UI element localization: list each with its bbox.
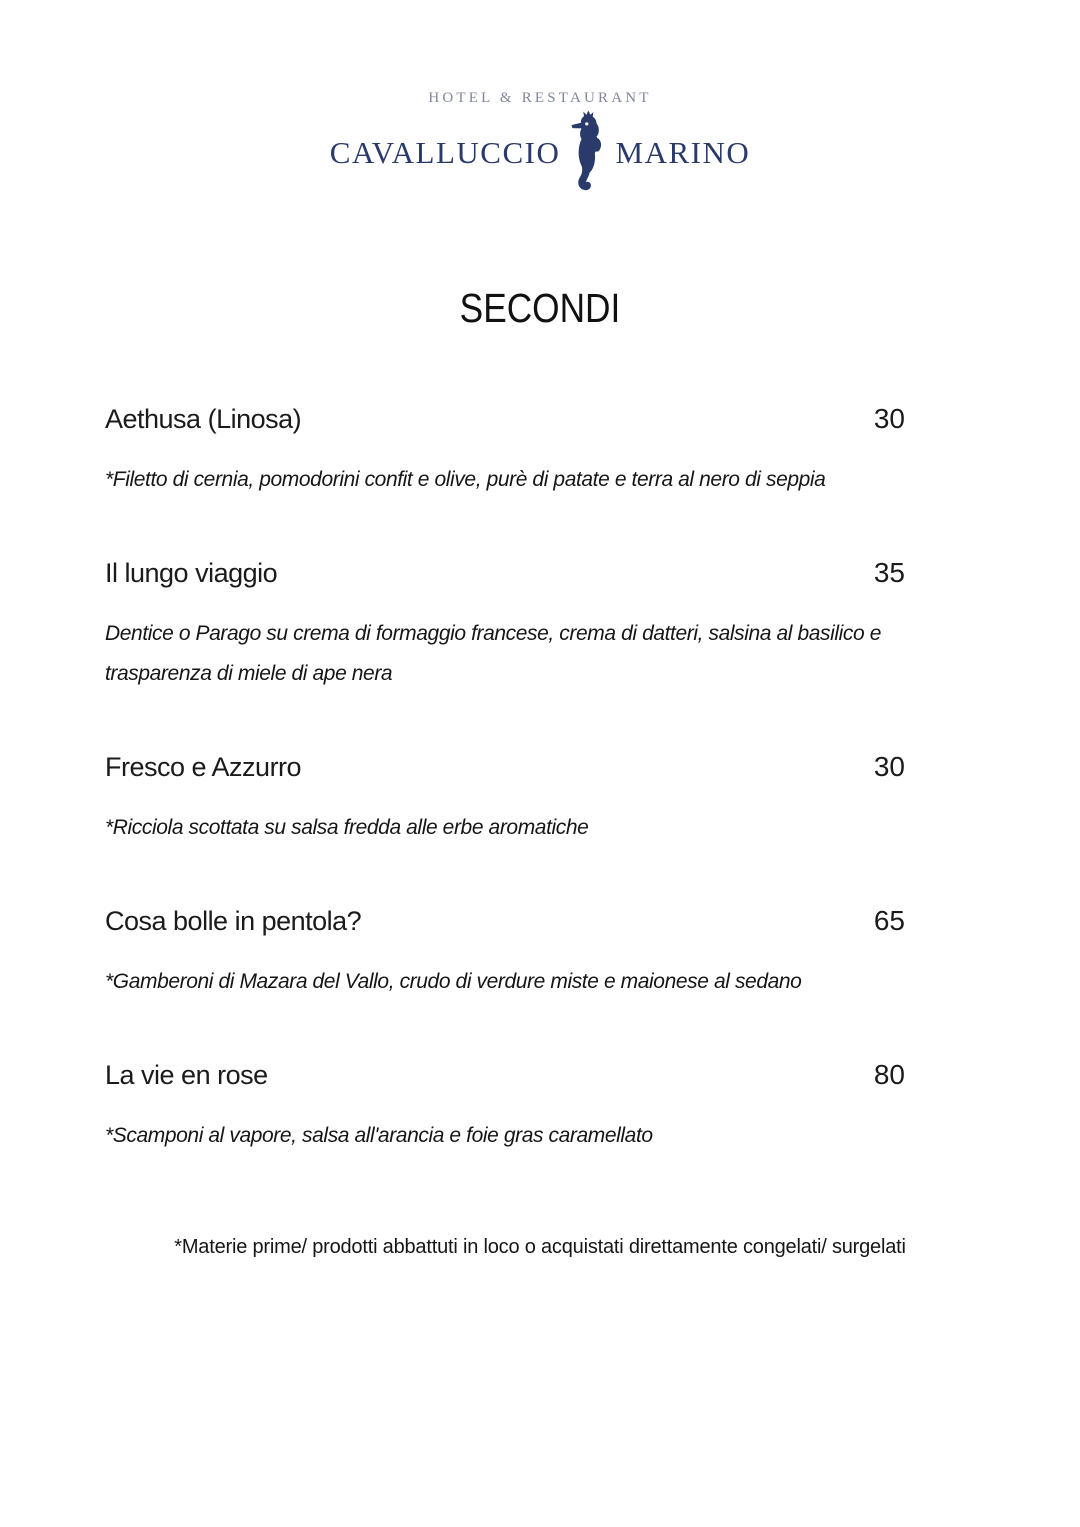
dish-price: 80 — [873, 1059, 905, 1090]
dish-description: *Gamberoni di Mazara del Vallo, crudo di verdure miste e maionese al sedano — [105, 970, 802, 993]
menu-item — [105, 904, 975, 1002]
dish-price: 30 — [873, 751, 905, 782]
dish-price: 65 — [873, 905, 905, 936]
logo-word-cavalluccio: CAVALLUCCIO — [329, 135, 561, 170]
restaurant-logo — [0, 0, 1080, 197]
dish-description: *Ricciola scottata su salsa fredda alle erbe aromatiche — [105, 816, 589, 839]
menu-item — [105, 750, 975, 848]
dish-name: Il lungo viaggio — [105, 558, 278, 588]
dish-name: Aethusa (Linosa) — [105, 404, 302, 434]
dish-description: *Filetto di cernia, pomodorini confit e olive, purè di patate e terra al nero di seppia — [105, 468, 826, 491]
menu-list — [105, 402, 975, 1156]
seahorse-icon — [570, 110, 605, 196]
dish-name: La vie en rose — [105, 1060, 268, 1090]
menu-item-row — [105, 1058, 975, 1092]
logo-word-marino: MARINO — [615, 135, 751, 170]
menu-item — [105, 556, 975, 694]
footer-note: *Materie prime/ prodotti abbattuti in loco o acquistati direttamente congelati/ surgelati — [174, 1236, 906, 1258]
menu-item-row — [105, 402, 975, 436]
menu-item-row — [105, 556, 975, 590]
dish-description: Dentice o Parago su crema di formaggio francese, crema di datteri, salsina al basilico e trasparenza di miele di ape nera — [105, 622, 882, 685]
menu-item — [105, 1058, 975, 1156]
dish-name: Cosa bolle in pentola? — [105, 906, 362, 936]
dish-price: 35 — [873, 557, 905, 588]
menu-item-row — [105, 904, 975, 938]
menu-item — [105, 402, 975, 500]
menu-item-row — [105, 750, 975, 784]
logo-title — [0, 109, 1080, 197]
dish-description: *Scamponi al vapore, salsa all'arancia e foie gras caramellato — [105, 1124, 653, 1147]
dish-name: Fresco e Azzurro — [105, 752, 302, 782]
logo-subtitle: HOTEL & RESTAURANT — [428, 90, 652, 106]
section-title: SECONDI — [459, 285, 621, 331]
dish-price: 30 — [873, 403, 905, 434]
